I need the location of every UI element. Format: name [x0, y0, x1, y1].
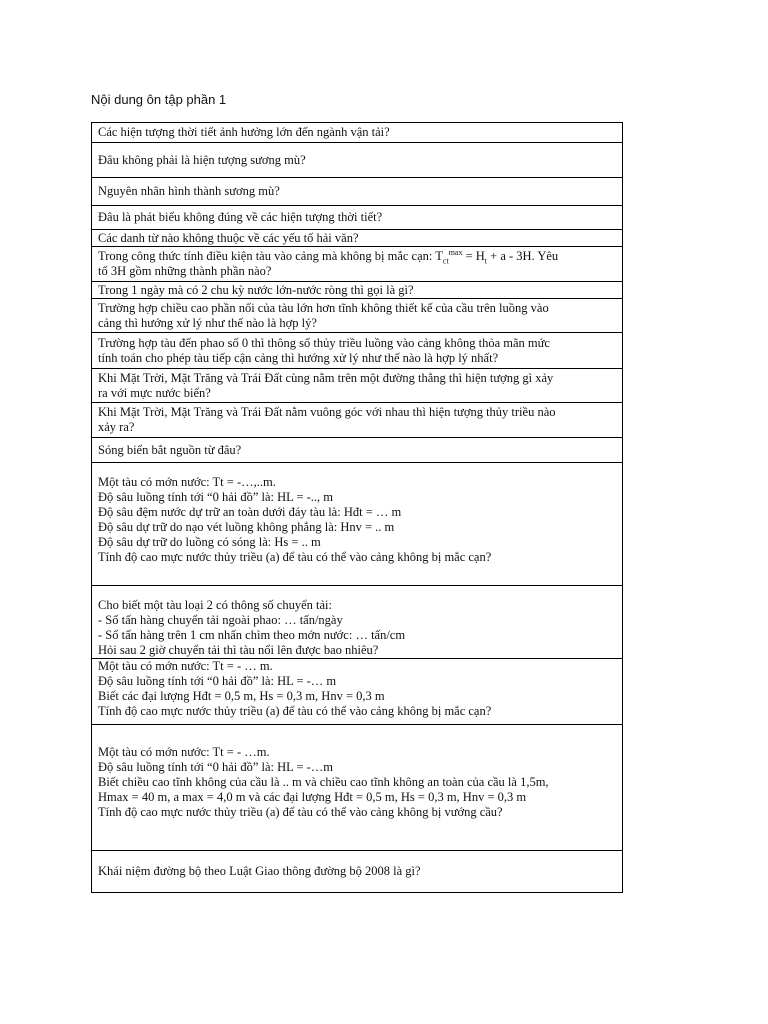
- formula-text: = H: [462, 249, 485, 263]
- question-text: Sóng biển bắt nguồn từ đâu?: [98, 442, 242, 457]
- formula-subscript: ct: [442, 256, 449, 266]
- question-cell: [92, 438, 623, 463]
- question-text: Các danh từ nào không thuộc về các yếu tố hải văn?: [98, 230, 359, 245]
- question-text: Một tàu có mớn nước: Tt = - …m.: [98, 745, 270, 759]
- table-row: [92, 206, 623, 230]
- question-text: Khi Mặt Trời, Mặt Trăng và Trái Đất nằm vuông góc với nhau thì hiện tượng thủy triều nào: [98, 405, 556, 419]
- table-row: [92, 463, 623, 586]
- question-text: Hmax = 40 m, a max = 4,0 m và các đại lượng Hđt = 0,5 m, Hs = 0,3 m, Hnv = 0,3 m: [98, 790, 527, 804]
- question-text: Tính độ cao mực nước thủy triều (a) để tàu có thể vào cảng không bị mắc cạn?: [98, 550, 492, 564]
- question-cell: [92, 143, 623, 178]
- question-cell: [92, 403, 623, 438]
- table-row: [92, 333, 623, 369]
- question-text: Tính độ cao mực nước thủy triều (a) để tàu có thể vào cảng không bị vướng cầu?: [98, 805, 503, 819]
- question-text: Độ sâu đệm nước dự trữ an toàn dưới đáy tàu là: Hđt = … m: [98, 505, 402, 519]
- question-text: Trường hợp tàu đến phao số 0 thì thông số thủy triều luồng vào cảng không thỏa mãn mức: [98, 335, 550, 350]
- question-text: Đâu không phải là hiện tượng sương mù?: [98, 152, 306, 167]
- formula-text: Trong công thức tính điều kiện tàu vào cảng mà không bị mắc cạn: T: [98, 249, 443, 263]
- table-row: [92, 438, 623, 463]
- question-text: cảng thì hướng xử lý như thế nào là hợp lý?: [98, 315, 317, 330]
- question-cell: [92, 463, 623, 586]
- question-text: ra với mực nước biển?: [98, 385, 211, 400]
- question-table: [91, 122, 623, 893]
- question-text: Hỏi sau 2 giờ chuyển tải thì tàu nổi lên được bao nhiêu?: [98, 643, 379, 657]
- question-text: Khi Mặt Trời, Mặt Trăng và Trái Đất cùng nằm trên một đường thẳng thì hiện tượng gì xảy: [98, 370, 554, 385]
- question-cell: [92, 230, 623, 247]
- table-row: [92, 247, 623, 282]
- question-cell: [92, 333, 623, 369]
- question-text: xảy ra?: [98, 420, 135, 434]
- table-row: [92, 851, 623, 893]
- question-cell: [92, 282, 623, 299]
- question-cell: [92, 206, 623, 230]
- question-text: Độ sâu luồng tính tới “0 hải đồ” là: HL = -…m: [98, 760, 334, 774]
- question-text: - Số tấn hàng trên 1 cm nhấn chìm theo mớn nước: … tấn/cm: [98, 628, 406, 642]
- table-row: [92, 725, 623, 851]
- table-row: [92, 123, 623, 143]
- question-text: Độ sâu dự trữ do nạo vét luồng không phẳng là: Hnv = .. m: [98, 520, 395, 534]
- question-cell: [92, 178, 623, 206]
- question-text: Tính độ cao mực nước thủy triều (a) để tàu có thể vào cảng không bị mắc cạn?: [98, 704, 492, 718]
- formula-subscript: t: [484, 256, 488, 266]
- question-text: - Số tấn hàng chuyển tải ngoài phao: … tấn/ngày: [98, 613, 343, 627]
- question-text: Biết các đại lượng Hđt = 0,5 m, Hs = 0,3 m, Hnv = 0,3 m: [98, 689, 385, 703]
- question-text: Các hiện tượng thời tiết ảnh hưởng lớn đến ngành vận tải?: [98, 125, 390, 139]
- question-text: Biết chiều cao tĩnh không của cầu là .. m và chiều cao tĩnh không an toàn của cầu là 1,5m,: [98, 775, 549, 789]
- formula-line: [98, 249, 616, 264]
- question-cell: [92, 369, 623, 403]
- question-text: tính toán cho phép tàu tiếp cận cảng thì hướng xử lý như thế nào là hợp lý nhất?: [98, 350, 499, 365]
- question-text: tố 3H gồm những thành phần nào?: [98, 264, 272, 278]
- question-cell: [92, 659, 623, 725]
- table-row: [92, 178, 623, 206]
- question-text: Đâu là phát biểu không đúng về các hiện tượng thời tiết?: [98, 210, 383, 224]
- table-row: [92, 230, 623, 247]
- table-row: [92, 586, 623, 659]
- question-cell: [92, 586, 623, 659]
- table-row: [92, 282, 623, 299]
- table-row: [92, 659, 623, 725]
- table-row: [92, 143, 623, 178]
- question-text: Khái niệm đường bộ theo Luật Giao thông đường bộ 2008 là gì?: [98, 864, 421, 878]
- formula-superscript: max: [448, 247, 463, 257]
- question-text: Một tàu có mớn nước: Tt = - … m.: [98, 659, 273, 673]
- question-cell: [92, 299, 623, 333]
- formula-text: + a - 3H. Yêu: [487, 249, 559, 263]
- question-text: Một tàu có mớn nước: Tt = -…,..m.: [98, 475, 276, 489]
- question-cell: [92, 851, 623, 893]
- question-text: Trong 1 ngày mà có 2 chu kỳ nước lớn-nước ròng thì gọi là gì?: [98, 282, 414, 297]
- document-title: Nội dung ôn tập phần 1: [91, 92, 227, 107]
- question-text: Độ sâu luồng tính tới “0 hải đồ” là: HL = -… m: [98, 674, 337, 688]
- table-row: [92, 403, 623, 438]
- table-row: [92, 299, 623, 333]
- question-text: Cho biết một tàu loại 2 có thông số chuyển tải:: [98, 598, 332, 612]
- question-cell: [92, 725, 623, 851]
- question-text: Nguyên nhân hình thành sương mù?: [98, 184, 280, 198]
- question-text: Trường hợp chiều cao phần nổi của tàu lớn hơn tĩnh không thiết kế của cầu trên luồng vào: [98, 300, 549, 315]
- table-row: [92, 369, 623, 403]
- question-text: Độ sâu luồng tính tới “0 hải đồ” là: HL = -.., m: [98, 490, 334, 504]
- question-cell: [92, 247, 623, 282]
- question-text: Độ sâu dự trữ do luồng có sóng là: Hs = .. m: [98, 535, 321, 549]
- question-cell: [92, 123, 623, 143]
